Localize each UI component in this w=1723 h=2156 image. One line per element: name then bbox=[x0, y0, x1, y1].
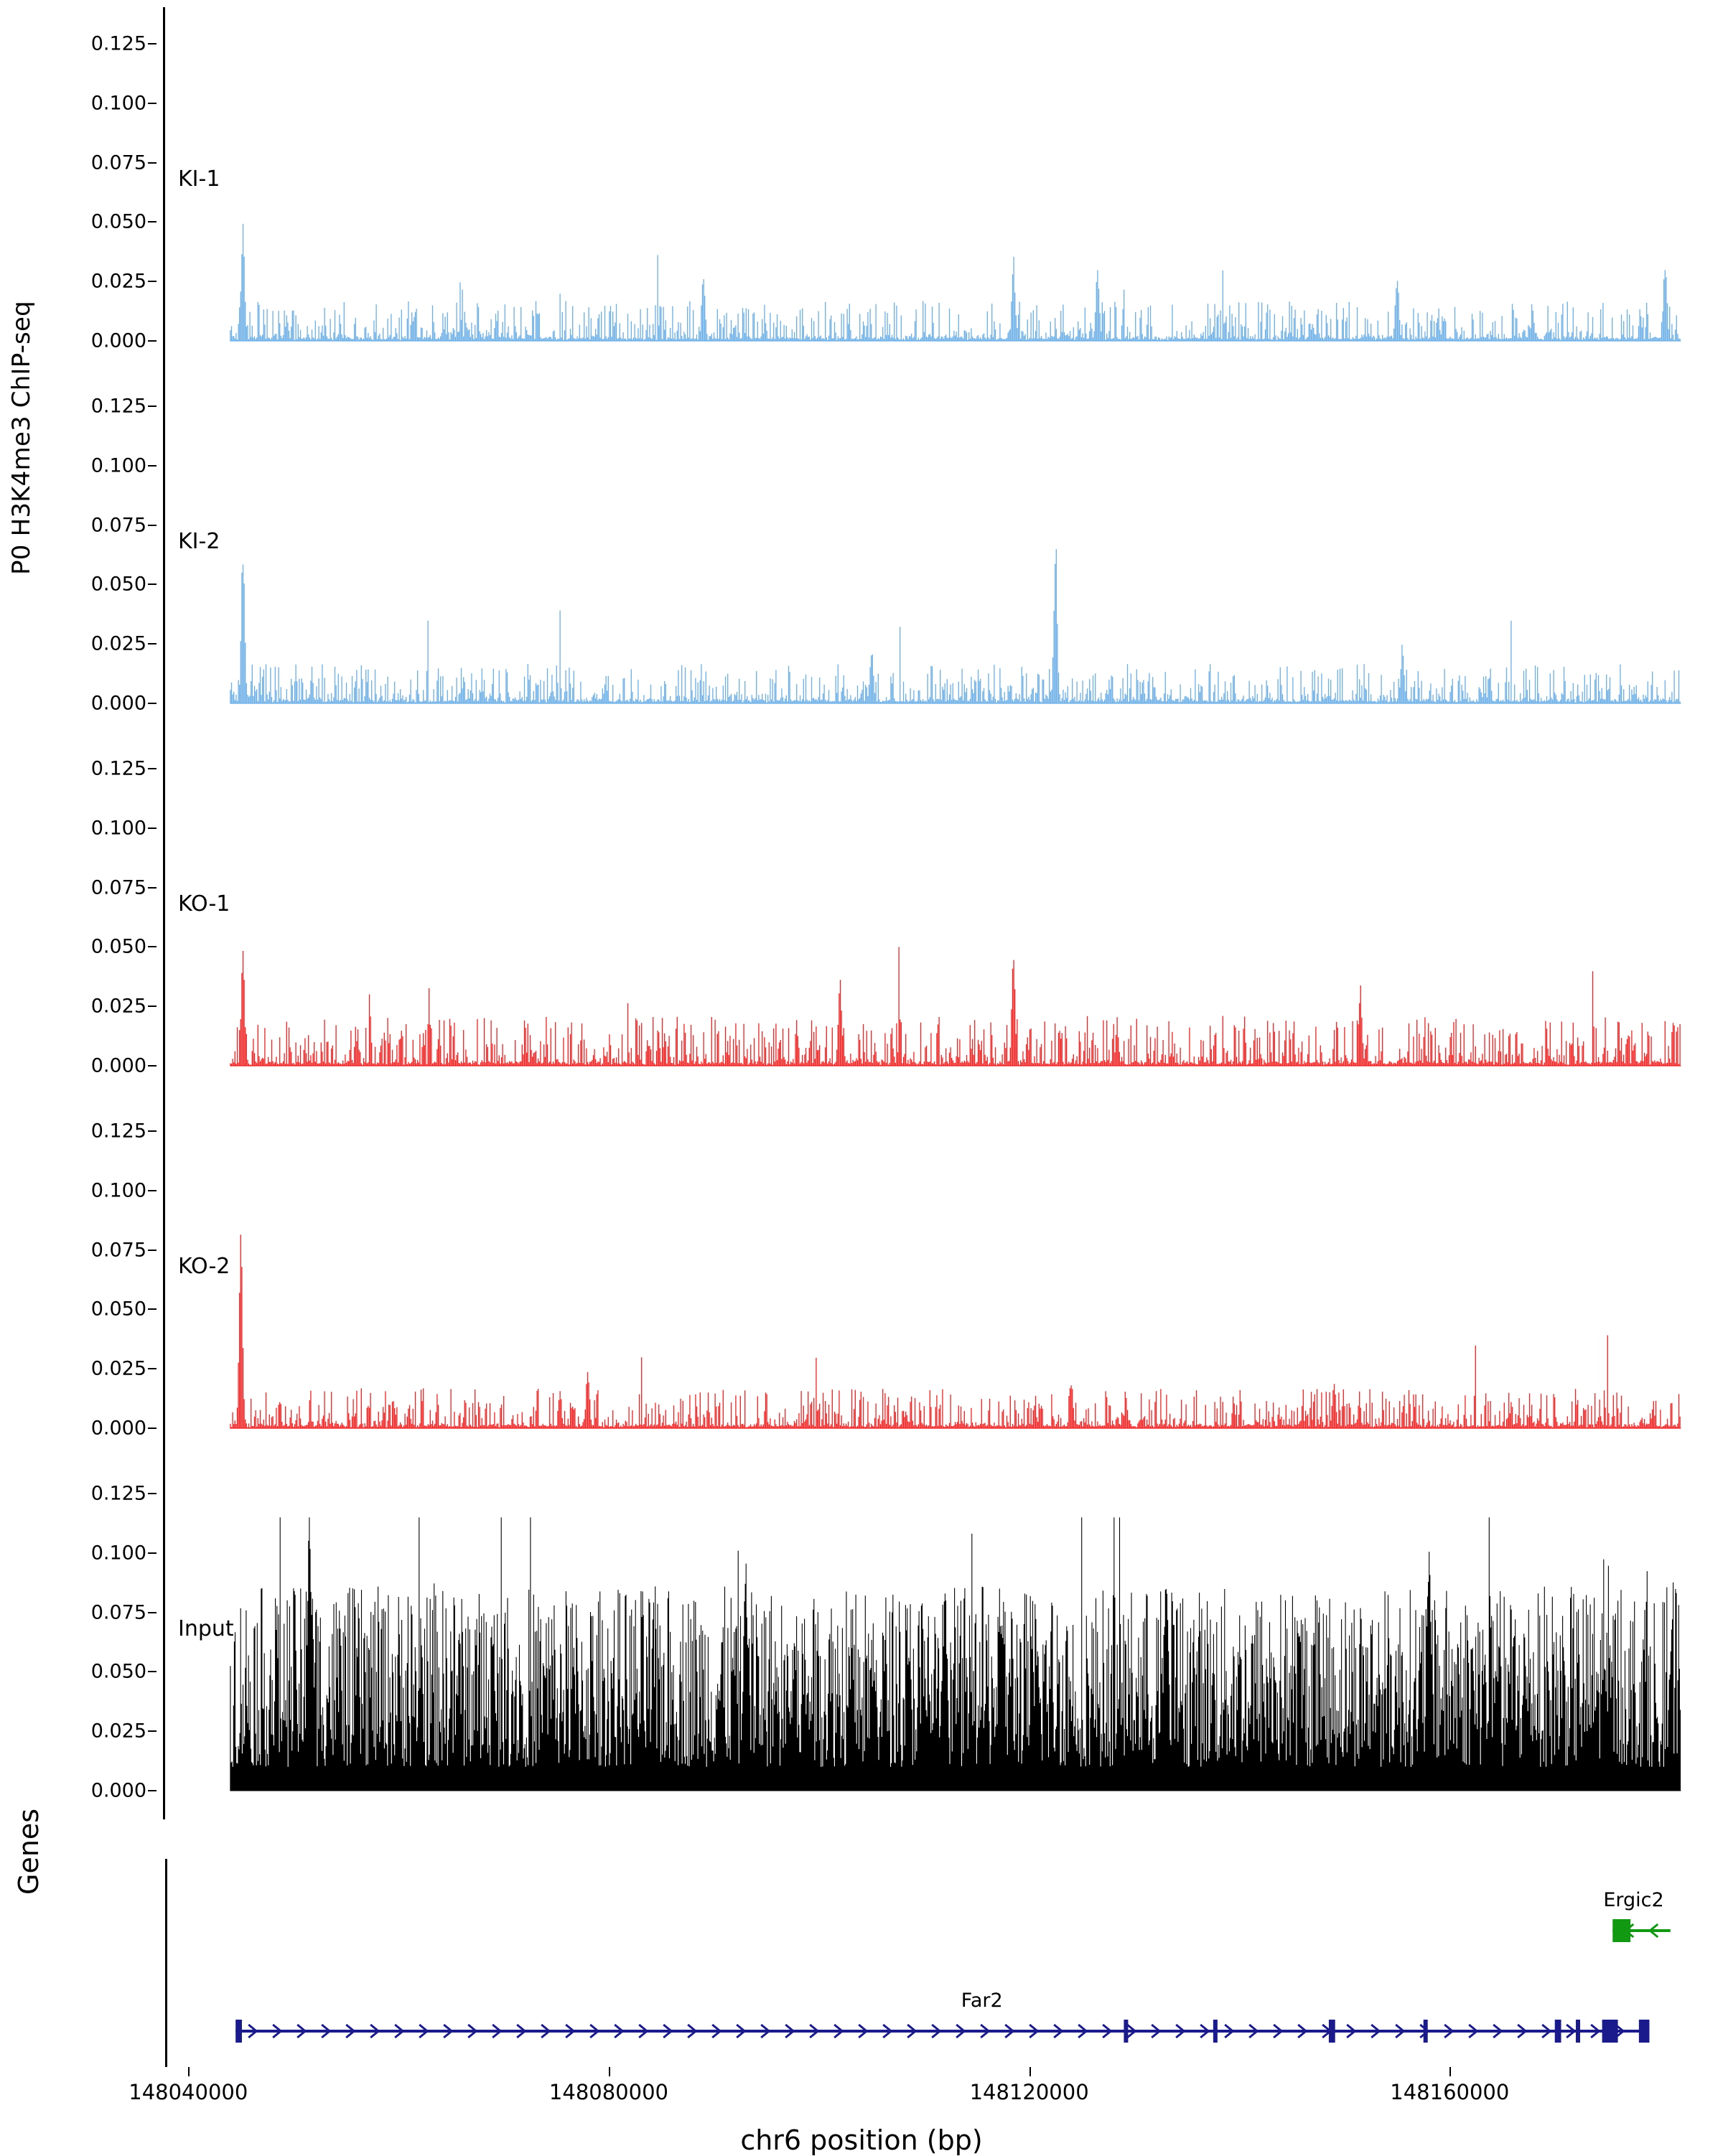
x-tick-label: 148120000 bbox=[969, 2080, 1089, 2104]
track-ko-1 bbox=[0, 732, 1723, 1095]
signal-area bbox=[230, 1517, 1681, 1791]
gene-exon bbox=[1329, 2020, 1335, 2043]
y-tick-mark bbox=[148, 703, 157, 704]
y-axis-ko-2 bbox=[0, 1095, 165, 1457]
signal-area bbox=[230, 947, 1681, 1066]
y-tick-label: 0.000 bbox=[90, 692, 146, 715]
y-tick-label: 0.000 bbox=[90, 1779, 146, 1802]
y-tick-label: 0.050 bbox=[90, 573, 146, 596]
y-tick-label: 0.125 bbox=[90, 1120, 146, 1143]
y-tick-label: 0.075 bbox=[90, 1601, 146, 1624]
y-tick-mark bbox=[148, 1428, 157, 1429]
y-tick-label: 0.125 bbox=[90, 757, 146, 780]
y-tick-mark bbox=[148, 1250, 157, 1251]
signal-plot-ko-2 bbox=[167, 1095, 1723, 1457]
y-tick-mark bbox=[148, 1130, 157, 1132]
y-tick-label: 0.000 bbox=[90, 1417, 146, 1440]
y-axis-ki-1 bbox=[0, 7, 165, 370]
track-ki-1 bbox=[0, 7, 1723, 370]
y-tick-mark bbox=[148, 1190, 157, 1191]
gene-exon bbox=[1213, 2020, 1218, 2043]
y-tick-mark bbox=[148, 1612, 157, 1613]
y-tick-mark bbox=[148, 828, 157, 829]
signal-svg bbox=[167, 1095, 1723, 1457]
genes-svg bbox=[0, 1859, 1723, 2067]
gene-backbone bbox=[235, 2030, 1649, 2033]
y-tick-label: 0.050 bbox=[90, 1298, 146, 1321]
y-tick-mark bbox=[148, 406, 157, 407]
x-tick-mark bbox=[188, 2067, 190, 2076]
gene-exon bbox=[1576, 2020, 1580, 2043]
gene-ergic2[interactable] bbox=[1612, 1919, 1671, 1942]
y-tick-label: 0.025 bbox=[90, 270, 146, 293]
x-tick-label: 148080000 bbox=[548, 2080, 668, 2104]
y-tick-mark bbox=[148, 1552, 157, 1554]
gene-exon bbox=[1612, 1919, 1630, 1942]
y-tick-label: 0.050 bbox=[90, 935, 146, 958]
y-axis-label: P0 H3K4me3 ChIP-seq bbox=[7, 301, 36, 575]
y-tick-mark bbox=[148, 1671, 157, 1672]
x-axis-label: chr6 position (bp) bbox=[740, 2124, 983, 2156]
gene-exon bbox=[1639, 2020, 1650, 2043]
y-tick-mark bbox=[148, 1493, 157, 1494]
y-tick-label: 0.100 bbox=[90, 1542, 146, 1565]
y-tick-label: 0.075 bbox=[90, 151, 146, 174]
y-tick-mark bbox=[148, 525, 157, 526]
y-tick-label: 0.000 bbox=[90, 1054, 146, 1077]
y-tick-mark bbox=[148, 221, 157, 222]
y-tick-label: 0.025 bbox=[90, 1357, 146, 1380]
y-tick-mark bbox=[148, 887, 157, 889]
y-tick-label: 0.075 bbox=[90, 1239, 146, 1262]
y-tick-label: 0.050 bbox=[90, 1660, 146, 1683]
y-tick-label: 0.050 bbox=[90, 210, 146, 233]
y-axis-spine bbox=[163, 732, 165, 1095]
track-ki-2 bbox=[0, 370, 1723, 732]
x-tick-mark bbox=[1029, 2067, 1031, 2076]
signal-plot-ki-1 bbox=[167, 7, 1723, 370]
gene-exon bbox=[1424, 2020, 1428, 2043]
gene-exon bbox=[1124, 2020, 1128, 2043]
track-ko-2 bbox=[0, 1095, 1723, 1457]
signal-area bbox=[230, 224, 1681, 341]
y-tick-label: 0.125 bbox=[90, 32, 146, 55]
y-tick-mark bbox=[148, 340, 157, 342]
signal-plot-input bbox=[167, 1457, 1723, 1819]
y-tick-label: 0.075 bbox=[90, 514, 146, 537]
gene-far2[interactable] bbox=[235, 2020, 1649, 2043]
track-input bbox=[0, 1457, 1723, 1819]
y-tick-label: 0.025 bbox=[90, 1720, 146, 1743]
y-tick-label: 0.100 bbox=[90, 92, 146, 115]
signal-area bbox=[230, 549, 1681, 703]
x-tick-mark bbox=[609, 2067, 610, 2076]
y-tick-mark bbox=[148, 1730, 157, 1732]
x-tick-label: 148160000 bbox=[1390, 2080, 1510, 2104]
y-tick-label: 0.125 bbox=[90, 1482, 146, 1505]
signal-plot-ko-1 bbox=[167, 732, 1723, 1095]
track-label-ki-1: KI-1 bbox=[178, 166, 220, 192]
y-tick-label: 0.125 bbox=[90, 395, 146, 418]
x-tick-mark bbox=[1449, 2067, 1451, 2076]
x-tick-label: 148040000 bbox=[129, 2080, 248, 2104]
y-axis-spine bbox=[163, 1457, 165, 1819]
track-label-ki-2: KI-2 bbox=[178, 528, 220, 554]
gene-label-far2: Far2 bbox=[961, 1989, 1003, 2012]
x-axis bbox=[0, 2067, 1723, 2156]
gene-label-ergic2: Ergic2 bbox=[1603, 1889, 1664, 1911]
y-tick-mark bbox=[148, 1065, 157, 1067]
y-axis-ko-1 bbox=[0, 732, 165, 1095]
signal-svg bbox=[167, 732, 1723, 1095]
signal-svg bbox=[167, 1457, 1723, 1819]
genes-panel bbox=[0, 1859, 1723, 2067]
y-tick-mark bbox=[148, 43, 157, 44]
genes-panel-label: Genes bbox=[13, 1808, 45, 1895]
y-axis-spine bbox=[163, 7, 165, 370]
track-label-ko-1: KO-1 bbox=[178, 891, 230, 917]
y-tick-mark bbox=[148, 162, 157, 164]
gene-exon bbox=[1555, 2020, 1561, 2043]
track-label-input: Input bbox=[178, 1616, 234, 1641]
y-axis-input bbox=[0, 1457, 165, 1819]
y-axis-ki-2 bbox=[0, 370, 165, 732]
y-tick-mark bbox=[148, 1006, 157, 1007]
y-axis-spine bbox=[163, 370, 165, 732]
y-tick-label: 0.100 bbox=[90, 454, 146, 477]
y-tick-label: 0.100 bbox=[90, 817, 146, 840]
track-label-ko-2: KO-2 bbox=[178, 1253, 230, 1279]
signal-svg bbox=[167, 370, 1723, 732]
signal-svg bbox=[167, 7, 1723, 370]
genes-axis-spine bbox=[165, 1859, 167, 2067]
y-tick-mark bbox=[148, 946, 157, 947]
y-tick-mark bbox=[148, 465, 157, 467]
y-tick-mark bbox=[148, 768, 157, 769]
y-tick-label: 0.100 bbox=[90, 1179, 146, 1202]
gene-exon bbox=[1602, 2020, 1618, 2043]
y-tick-mark bbox=[148, 1368, 157, 1369]
y-tick-mark bbox=[148, 1790, 157, 1791]
y-tick-mark bbox=[148, 103, 157, 104]
gene-exon bbox=[235, 2020, 242, 2043]
y-tick-label: 0.025 bbox=[90, 632, 146, 655]
signal-plot-ki-2 bbox=[167, 370, 1723, 732]
y-tick-label: 0.000 bbox=[90, 329, 146, 352]
y-tick-mark bbox=[148, 643, 157, 645]
signal-area bbox=[230, 1234, 1681, 1428]
y-tick-mark bbox=[148, 1308, 157, 1310]
y-axis-spine bbox=[163, 1095, 165, 1457]
y-tick-label: 0.075 bbox=[90, 876, 146, 899]
y-tick-mark bbox=[148, 281, 157, 282]
y-tick-mark bbox=[148, 583, 157, 585]
y-tick-label: 0.025 bbox=[90, 995, 146, 1018]
